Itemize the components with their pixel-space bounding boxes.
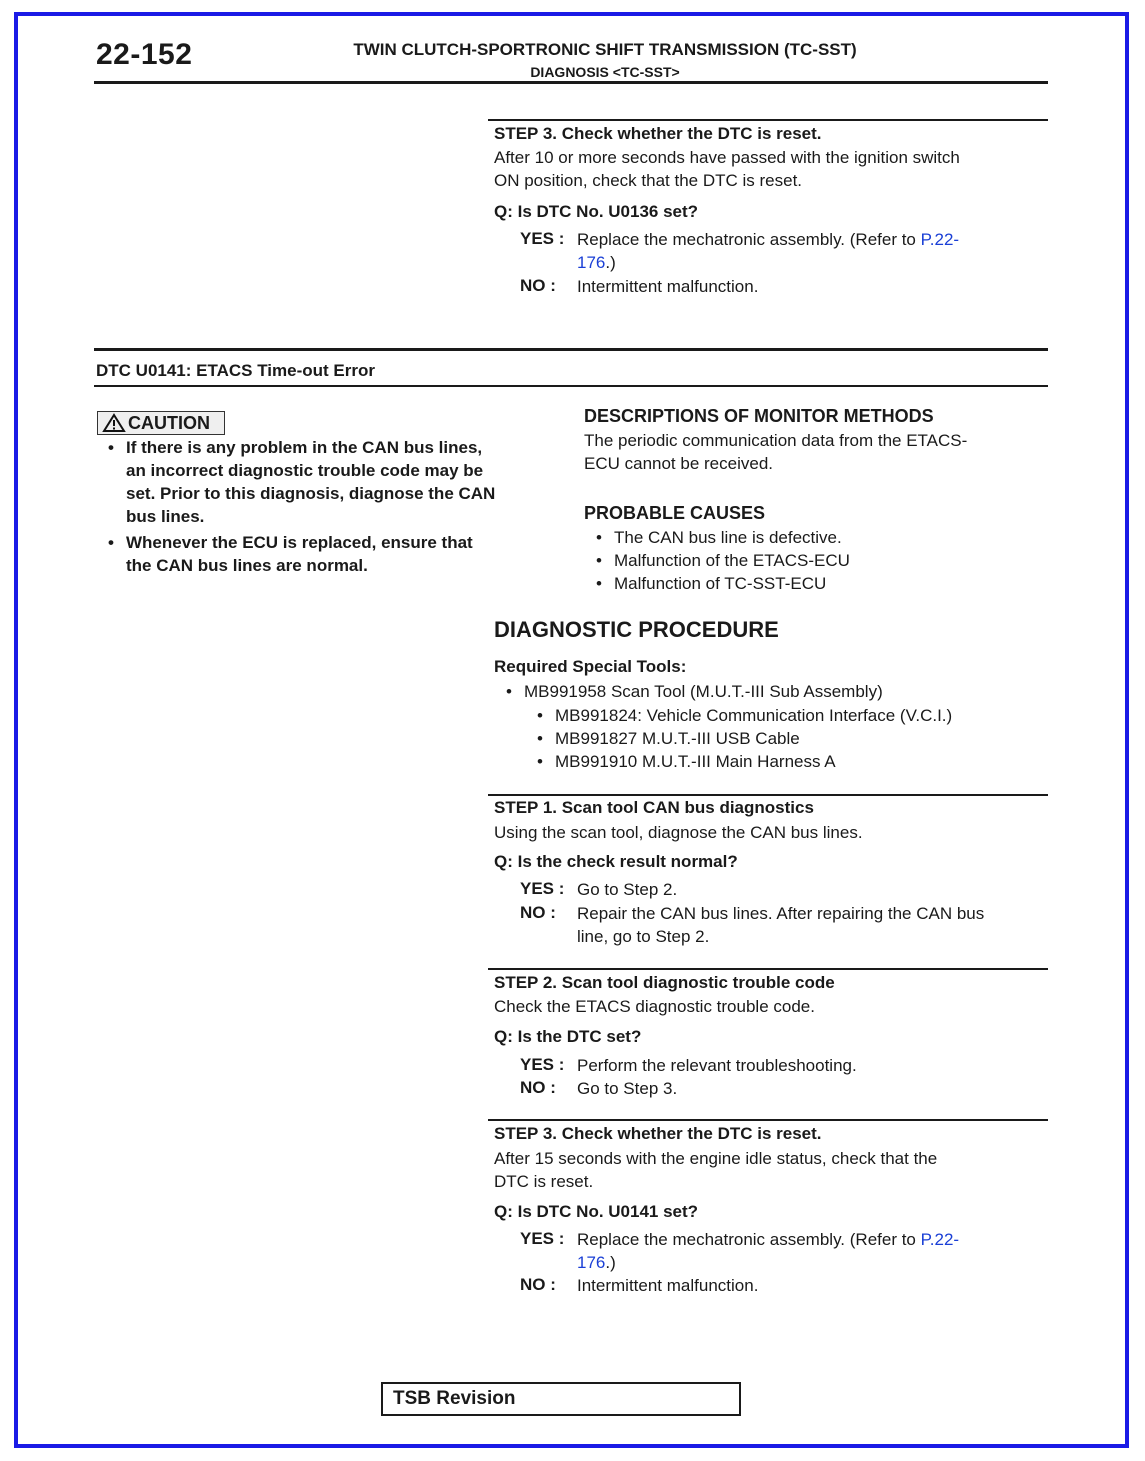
ref-link[interactable]: P.22- xyxy=(920,1230,960,1249)
step2-line1: Check the ETACS diagnostic trouble code. xyxy=(494,997,815,1016)
step2-question: Q: Is the DTC set? xyxy=(494,1027,642,1046)
page-number: 22-152 xyxy=(96,38,193,71)
step1-no-line1: Repair the CAN bus lines. After repairing the CAN bus xyxy=(577,904,985,923)
step-divider xyxy=(488,968,1048,970)
tool-sub-item: • MB991910 M.U.T.-III Main Harness A xyxy=(555,750,1044,773)
step2-no-text: Go to Step 3. xyxy=(577,1079,678,1098)
caution-item: • Whenever the ECU is replaced, ensure that the CAN bus lines are normal. xyxy=(126,531,566,577)
caution-box xyxy=(97,411,225,438)
caution-list xyxy=(126,436,566,577)
tools-list xyxy=(524,680,1044,773)
dtc-heading: DTC U0141: ETACS Time-out Error xyxy=(96,361,375,380)
prev-step3-yes-text: Replace the mechatronic assembly. (Refer to P.22- xyxy=(577,230,960,249)
causes-title: PROBABLE CAUSES xyxy=(584,503,766,523)
cause-item: • The CAN bus line is defective. xyxy=(614,526,1014,549)
step1-yes-label: YES : xyxy=(520,879,565,898)
header-title: TWIN CLUTCH-SPORTRONIC SHIFT TRANSMISSION (TC-SST) xyxy=(353,40,857,59)
tools-title: Required Special Tools: xyxy=(494,657,687,676)
monitor-line2: ECU cannot be received. xyxy=(584,454,773,473)
step1-no-line2: line, go to Step 2. xyxy=(577,927,710,946)
step1-title: STEP 1. Scan tool CAN bus diagnostics xyxy=(494,798,814,817)
step1-no-label: NO : xyxy=(520,903,556,922)
prev-step3-title: STEP 3. Check whether the DTC is reset. xyxy=(494,124,822,143)
header-subtitle: DIAGNOSIS <TC-SST> xyxy=(530,64,680,80)
monitor-line1: The periodic communication data from the ETACS- xyxy=(584,431,968,450)
monitor-title: DESCRIPTIONS OF MONITOR METHODS xyxy=(584,406,934,426)
cause-item: • Malfunction of the ETACS-ECU xyxy=(614,549,1014,572)
step3-title: STEP 3. Check whether the DTC is reset. xyxy=(494,1124,822,1143)
prev-step3-no-label: NO : xyxy=(520,276,556,295)
prev-step3-no-text: Intermittent malfunction. xyxy=(577,277,759,296)
ref-link-cont[interactable]: 176 xyxy=(577,1253,606,1272)
step3-no-text: Intermittent malfunction. xyxy=(577,1276,759,1295)
ref-link-cont[interactable]: 176 xyxy=(577,253,606,272)
section-rule-bottom xyxy=(94,385,1048,387)
step3-yes-text-cont: 176.) xyxy=(577,1253,616,1272)
step3-question: Q: Is DTC No. U0141 set? xyxy=(494,1202,699,1221)
tsb-revision-box: TSB Revision xyxy=(381,1382,741,1416)
warning-icon xyxy=(102,413,126,433)
step-divider xyxy=(488,794,1048,796)
caution-label: CAUTION xyxy=(128,412,210,433)
section-rule-top xyxy=(94,348,1048,351)
cause-item: • Malfunction of TC-SST-ECU xyxy=(614,572,1014,595)
step1-yes-text: Go to Step 2. xyxy=(577,880,678,899)
step2-no-label: NO : xyxy=(520,1078,556,1097)
tool-sub-item: • MB991827 M.U.T.-III USB Cable xyxy=(555,727,1044,750)
tool-sub-item: • MB991824: Vehicle Communication Interface (V.C.I.) xyxy=(555,704,1044,727)
tool-item: • MB991958 Scan Tool (M.U.T.-III Sub Assembly) xyxy=(524,680,1044,703)
procedure-title: DIAGNOSTIC PROCEDURE xyxy=(494,617,779,642)
step3-line2: DTC is reset. xyxy=(494,1172,594,1191)
step3-yes-label: YES : xyxy=(520,1229,565,1248)
prev-step3-line1: After 10 or more seconds have passed with the ignition switch xyxy=(494,148,960,167)
causes-list xyxy=(614,526,1014,595)
step1-line1: Using the scan tool, diagnose the CAN bus lines. xyxy=(494,823,863,842)
step2-title: STEP 2. Scan tool diagnostic trouble code xyxy=(494,973,835,992)
header-rule xyxy=(94,81,1048,84)
ref-link[interactable]: P.22- xyxy=(920,230,960,249)
step2-yes-label: YES : xyxy=(520,1055,565,1074)
step2-yes-text: Perform the relevant troubleshooting. xyxy=(577,1056,857,1075)
step-divider xyxy=(488,1119,1048,1121)
step1-question: Q: Is the check result normal? xyxy=(494,852,738,871)
prev-step3-question: Q: Is DTC No. U0136 set? xyxy=(494,202,699,221)
prev-step3-yes-label: YES : xyxy=(520,229,565,248)
step3-line1: After 15 seconds with the engine idle status, check that the xyxy=(494,1149,938,1168)
step3-yes-text: Replace the mechatronic assembly. (Refer to P.22- xyxy=(577,1230,960,1249)
step3-no-label: NO : xyxy=(520,1275,556,1294)
prev-step3-line2: ON position, check that the DTC is reset. xyxy=(494,171,803,190)
caution-item: • If there is any problem in the CAN bus lines, an incorrect diagnostic trouble code may be set. Prior to this diagnosis, diagnose the CAN bus lines. xyxy=(126,436,566,528)
prev-step3-yes-text-cont: 176.) xyxy=(577,253,616,272)
step-divider xyxy=(488,119,1048,121)
